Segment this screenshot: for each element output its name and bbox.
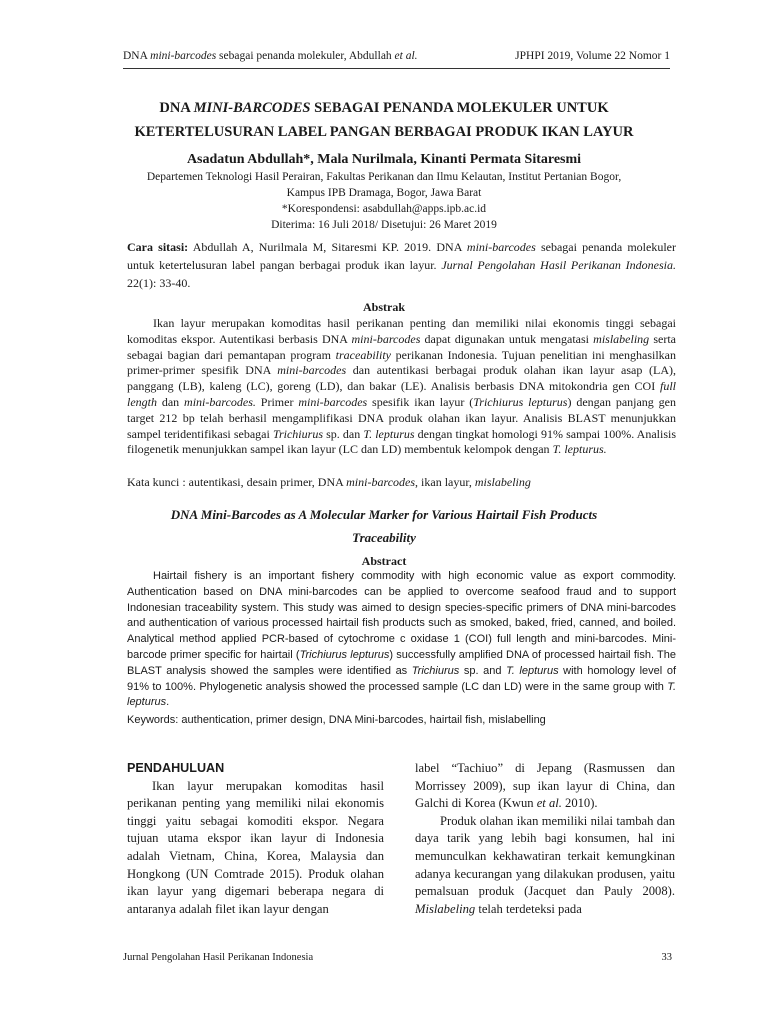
abstrak-body: Ikan layur merupakan komoditas hasil perikanan penting dan memiliki nilai ekonomis tinggi sebagai komoditas ekspor. Autentikasi berbasis DNA mini-barcodes dapat digunakan untuk mengatasi mislabeling serta sebagai bagian dari pemantapan program traceability perikanan Indonesia. Tujuan penelitian ini menghasilkan primer-primer spesifik DNA mini-barcodes dan autentikasi berbagai produk olahan ikan layur asap (LA), panggang (LB), kaleng (LC), goreng (LD), dan bakar (LE). Analisis berbasis DNA mitokondria gen COI full length dan mini-barcodes. Primer mini-barcodes spesifik ikan layur (Trichiurus lepturus) dengan panjang gen target 212 bp telah berhasil mengamplifikasi DNA produk olahan ikan layur. Analisis BLAST menunjukkan sampel teridentifikasi sebagai Trichiurus sp. dan T. lepturus dengan tingkat homologi 91% sampai 100%. Analisis filogenetik menunjukkan sampel ikan layur (LC dan LD) membentuk kelompok dengan T. lepturus. [127, 316, 677, 457]
received-accepted-dates: Diterima: 16 Juli 2018/ Disetujui: 26 Maret 2019 [271, 219, 497, 231]
body-column-right [415, 760, 675, 918]
affiliation-block: Departemen Teknologi Hasil Perairan, Fakultas Perikanan dan Ilmu Kelautan, Institut Pertanian Bogor, Kampus IPB Dramaga, Bogor, Jawa Barat *Korespondensi: asabdullah@apps.ipb.ac.id Diterima: 16 Juli 2018/ Disetujui: 26 Maret 2019 [100, 169, 668, 233]
citation-block: Cara sitasi: Abdullah A, Nurilmala M, Sitaresmi KP. 2019. DNA mini-barcodes sebagai penanda molekuler untuk ketertelusuran label pangan berbagai produk ikan layur. Jurnal Pengolahan Hasil Perikanan Indonesia. 22(1): 33-40. [127, 240, 677, 290]
running-header-journal: JPHPI 2019, Volume 22 Nomor 1 [515, 50, 670, 62]
running-header-title: DNA mini-barcodes sebagai penanda molekuler, Abdullah et al. [123, 50, 418, 62]
keywords: Keywords: authentication, primer design, DNA Mini-barcodes, hairtail fish, mislabelling [127, 714, 546, 726]
abstract-body: Hairtail fishery is an important fishery commodity with high economic value as export commodity. Authentication based on DNA mini-barcodes can be applied to overcome seafood fraud and to support Indonesian traceability system. This study was aimed to design species-specific primers of DNA mini-barcodes and authentication of various processed hairtail fish products such as smoked, baked, fried, canned, and boiled. Analytical method applied PCR-based of cytochrome c oxidase 1 (COI) full length and mini-barcodes. Mini-barcode primer specific for hairtail (Trichiurus lepturus) successfully amplified DNA of processed hairtail fish. The BLAST analysis showed the samples were identified as Trichiurus sp. and T. lepturus with homology level of 91% to 100%. Phylogenetic analysis showed the processed sample (LC dan LD) were in the same group with T. lepturus. [127, 570, 676, 709]
kata-kunci: Kata kunci : autentikasi, desain primer, DNA mini-barcodes, ikan layur, mislabeling [127, 475, 531, 489]
header-divider [123, 68, 670, 69]
body-column-left [127, 760, 384, 918]
paragraph: Ikan layur merupakan komoditas hasil perikanan penting yang memiliki nilai ekonomis tinggi yaitu sebagai komoditi ekspor. Negara tujuan utama ekspor ikan layur di Indonesia adalah Vietnam, China, Korea, Malaysia dan Hongkong (UN Comtrade 2015). Produk olahan ikan layur yang digemari beberapa negara di antaranya adalah filet ikan layur dengan [127, 778, 384, 916]
abstract-heading: Abstract [361, 554, 407, 568]
paragraph: Produk olahan ikan memiliki nilai tambah dan daya tarik yang lebih bagi konsumen, hal ini memunculkan kekhawatiran terkait kemungkinan adanya kecurangan yang dilakukan produsen, yaitu pemalsuan produk (Jacquet dan Pauly 2008). Mislabeling telah terdeteksi pada [415, 813, 675, 916]
page-number: 33 [661, 952, 672, 963]
paragraph: label “Tachiuo” di Jepang (Rasmussen dan Morrissey 2009), sup ikan layur di China, dan Galchi di Korea (Kwun et al. 2010). [415, 761, 675, 811]
paper-title: DNA MINI-BARCODES SEBAGAI PENANDA MOLEKULER UNTUK KETERTELUSURAN LABEL PANGAN BERBAGAI PRODUK IKAN LAYUR [134, 100, 634, 140]
footer-journal: Jurnal Pengolahan Hasil Perikanan Indonesia [123, 952, 314, 963]
english-title: DNA Mini-Barcodes as A Molecular Marker for Various Hairtail Fish Products Traceability [170, 507, 598, 545]
author-list: Asadatun Abdullah*, Mala Nurilmala, Kinanti Permata Sitaresmi [186, 152, 582, 167]
section-heading: PENDAHULUAN [127, 761, 225, 775]
correspondence-email: *Korespondensi: asabdullah@apps.ipb.ac.id [281, 203, 487, 215]
abstrak-heading: Abstrak [362, 300, 405, 314]
